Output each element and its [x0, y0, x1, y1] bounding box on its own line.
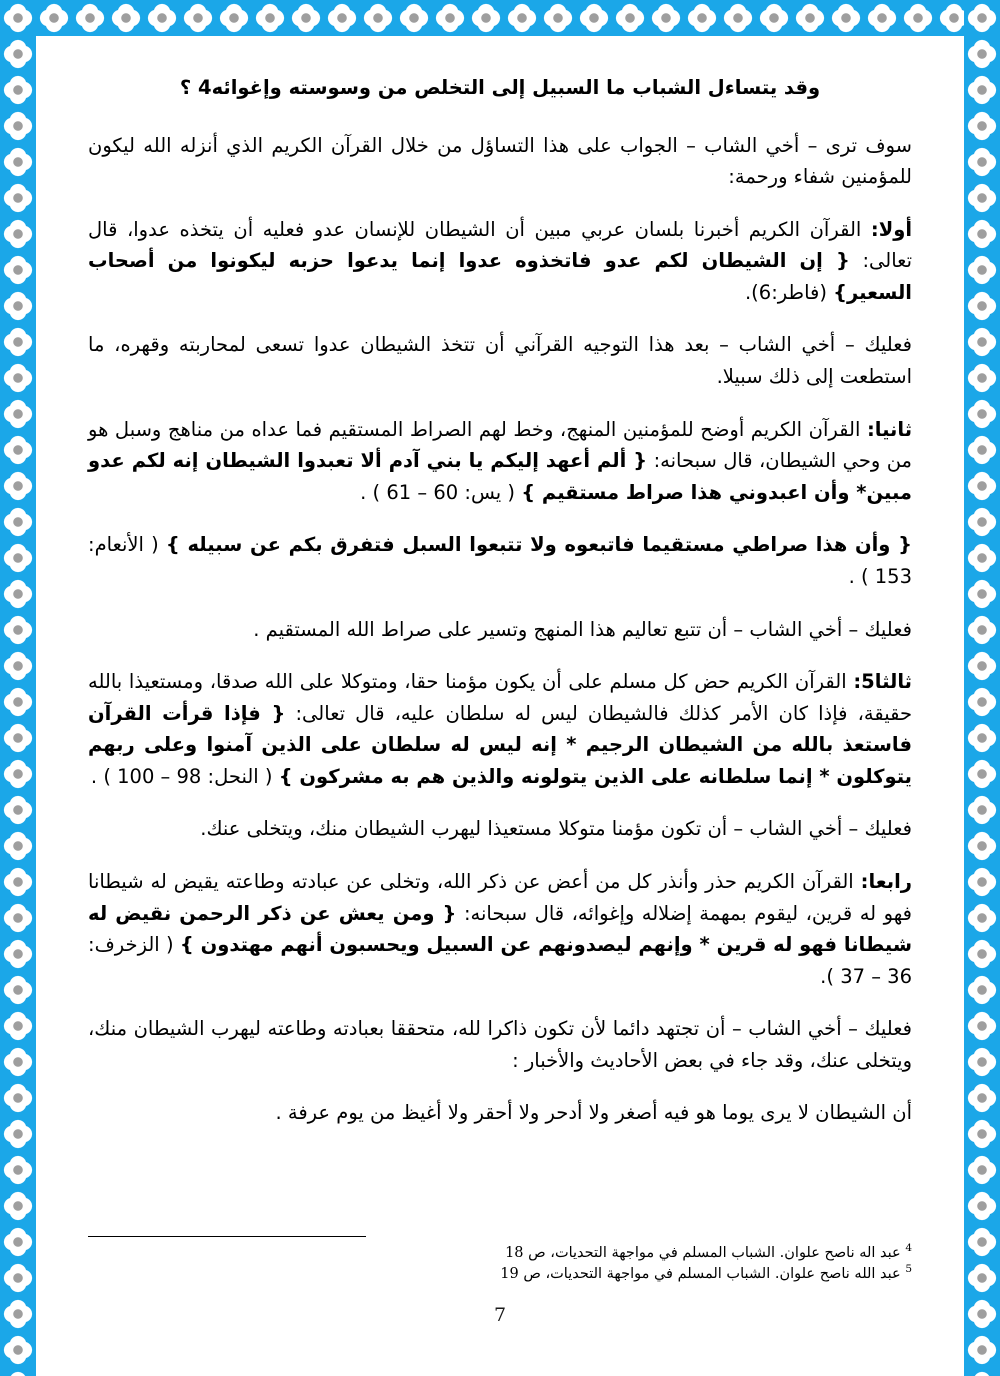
- point-text-second: القرآن الكريم أوضح للمؤمنين المنهج، وخط لهم الصراط المستقيم فما عداه من مناهج وسبل هو من وحي الشيطان، قال سبحانه:: [88, 417, 913, 473]
- footnote-item: [88, 1264, 912, 1285]
- page-title: وقد يتساءل الشباب ما السبيل إلى التخلص من وسوسته وإغوائه4 ؟: [179, 76, 821, 99]
- quran-quote-fourth: { ومن يعش عن ذكر الرحمن نقيض له شيطانا فهو له قرين * وإنهم ليصدونهم عن السبيل ويحسبون أنهم مهتدون }: [88, 901, 912, 957]
- paragraph-hadith: أن الشيطان لا يرى يوما هو فيه أصغر ولا أدحر ولا أحقر ولا أغيظ من يوم عرفة .: [275, 1101, 912, 1125]
- quran-reference-first: (فاطر:6).: [744, 280, 827, 304]
- footnote-text: عبد الله ناصح علوان. الشباب المسلم في مواجهة التحديات، ص 19: [500, 1266, 901, 1283]
- paragraph-second-point: [88, 414, 912, 509]
- footnote-marker: 4: [905, 1242, 912, 1255]
- quran-quote-second: { ألم أعهد إليكم يا بني آدم ألا تعبدوا الشيطان إنه لكم عدو مبين* وأن اعبدوني هذا صراط مستقيم }: [88, 449, 912, 504]
- paragraph-fourth-point: [88, 866, 912, 992]
- page-number: 7: [493, 1304, 507, 1326]
- quran-quote-third: { فإذا قرأت القرآن فاستعذ بالله من الشيطان الرجيم * إنه ليس له سلطان على الذين آمنوا وعلى ربهم يتوكلون * إنما سلطانه على الذين يتولونه والذين هم به مشركون }: [88, 701, 912, 788]
- point-lead-third: ثالثا5:: [853, 670, 912, 694]
- footnote-separator: [88, 1236, 366, 1237]
- paragraph-fourth-advice: فعليك – أخي الشاب – أن تجتهد دائما لأن تكون ذاكرا لله، متحققا بعبادته وطاعته ليهرب الشيطان منك، ويتخلى عنك، وقد جاء في بعض الأحاديث والأخبار :: [88, 1017, 912, 1072]
- footnote-item: [88, 1243, 912, 1264]
- point-text-first: القرآن الكريم أخبرنا بلسان عربي مبين أن الشيطان للإنسان عدو فعليه أن يتخذه عدوا، قال تعالى:: [88, 217, 912, 273]
- paragraph-second-quote: [88, 529, 912, 592]
- footnotes-section: [88, 1236, 912, 1285]
- point-lead-second: ثانيا:: [866, 417, 913, 441]
- quran-reference-fourth: ( الزخرف: 36 – 37 ).: [88, 933, 912, 988]
- floral-border-top: [0, 0, 1000, 36]
- footnote-marker: 5: [905, 1263, 912, 1276]
- paragraph-third-advice: فعليك – أخي الشاب – أن تكون مؤمنا متوكلا مستعيذا ليهرب الشيطان منك، ويتخلى عنك.: [200, 817, 912, 841]
- quran-reference-third: ( النحل: 98 – 100 ) .: [90, 764, 273, 788]
- paragraph-first-advice: فعليك – أخي الشاب – بعد هذا التوجيه القرآني أن تتخذ الشيطان عدوا تسعى لمحاربته وقهره، ما استطعت إلى ذلك سبيلا.: [88, 333, 912, 389]
- floral-border-left: [0, 0, 36, 1376]
- point-lead-fourth: رابعا:: [860, 869, 912, 893]
- floral-border-right: [964, 0, 1000, 1376]
- quran-reference-anaam: ( الأنعام: 153 ) .: [88, 533, 912, 588]
- paragraph-third-point: [88, 666, 912, 792]
- paragraph-second-advice: فعليك – أخي الشاب – أن تتبع تعاليم هذا المنهج وتسير على صراط الله المستقيم .: [253, 617, 912, 641]
- point-text-third: القرآن الكريم حض كل مسلم على أن يكون مؤمنا حقا، ومتوكلا على الله صدقا، ومستعيذا بالله حقيقة، فإذا كان الأمر كذلك فالشيطان ليس له سلطان عليه، قال تعالى:: [88, 670, 912, 725]
- quran-quote-anaam: { وأن هذا صراطي مستقيما فاتبعوه ولا تتبعوا السبل فتفرق بكم عن سبيله }: [165, 533, 913, 557]
- point-lead-first: أولا:: [870, 217, 913, 241]
- paragraph-first-point: [88, 214, 912, 309]
- point-text-fourth: القرآن الكريم حذر وأنذر كل من أعض عن ذكر الله، وتخلى عن عبادته وطاعته يقيض له شيطانا فهو له قرين، ليقوم بمهمة إضلاله وإغوائه، قال سبحانه:: [88, 869, 913, 925]
- footnote-text: عبد اله ناصح علوان. الشباب المسلم في مواجهة التحديات، ص 18: [505, 1245, 901, 1261]
- quran-reference-second: ( يس: 60 – 61 ) .: [360, 480, 516, 504]
- document-body: [88, 72, 912, 1129]
- quran-quote-first: { إن الشيطان لكم عدو فاتخذوه عدوا إنما يدعوا حزبه ليكونوا من أصحاب السعير}: [88, 249, 912, 304]
- paragraph-intro: سوف ترى – أخي الشاب – الجواب على هذا التساؤل من خلال القرآن الكريم الذي أنزله الله ليكون للمؤمنين شفاء ورحمة:: [88, 133, 912, 189]
- page-content: [36, 36, 964, 1376]
